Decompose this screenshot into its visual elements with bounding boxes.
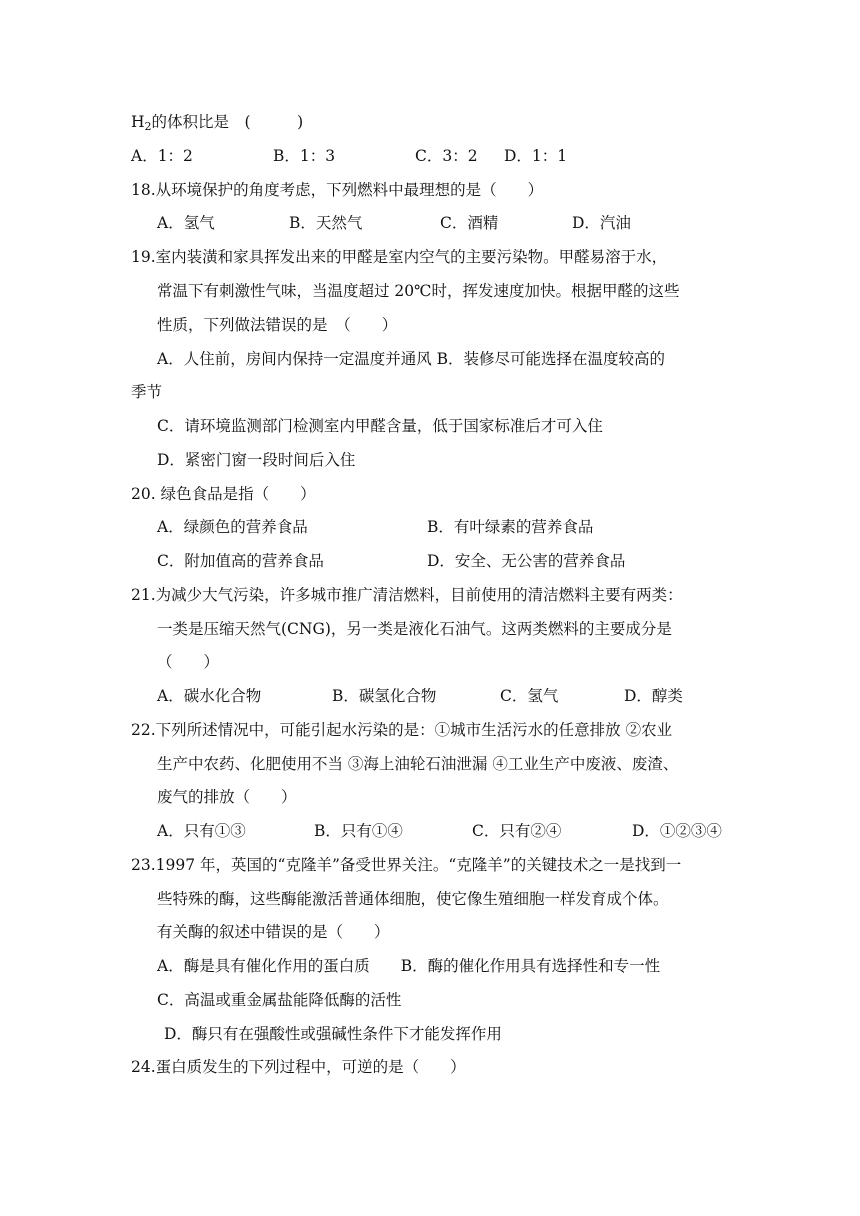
q21-option-a: A．碳水化合物 <box>157 687 262 705</box>
q23-stem-line-3: 有关酶的叙述中错误的是（ ） <box>157 923 390 941</box>
q22-stem-line-2: 生产中农药、化肥使用不当 ③海上油轮石油泄漏 ④工业生产中废液、废渣、 <box>157 755 679 773</box>
q20-option-d: D．安全、无公害的营养食品 <box>427 552 626 570</box>
q23-option-ab: A．酶是具有催化作用的蛋白质 B．酶的催化作用具有选择性和专一性 <box>157 957 661 975</box>
q18-option-b: B．天然气 <box>289 214 363 232</box>
q21-option-d: D．醇类 <box>624 687 683 705</box>
q21-option-b: B．碳氢化合物 <box>332 687 437 705</box>
q23-option-d: D．酶只有在强酸性或强碱性条件下才能发挥作用 <box>164 1025 502 1043</box>
q18-option-d: D．汽油 <box>572 214 631 232</box>
q20-option-c: C．附加值高的营养食品 <box>157 552 324 570</box>
q20-option-a: A．绿颜色的营养食品 <box>157 518 308 536</box>
q21-stem-line-1: 21.为减少大气污染，许多城市推广清洁燃料，目前使用的清洁燃料主要有两类： <box>131 586 683 604</box>
q19-option-ab: A．人住前，房间内保持一定温度并通风 B．装修尽可能选择在温度较高的 <box>157 350 666 368</box>
q24-stem: 24.蛋白质发生的下列过程中，可逆的是（ ） <box>131 1058 466 1076</box>
q19-option-d: D．紧密门窗一段时间后入住 <box>157 451 356 469</box>
q17-stem-rest: 的体积比是 ( ) <box>151 113 304 131</box>
q17-option-c: C．3：2 <box>415 147 478 165</box>
q19-option-b-continued: 季节 <box>131 383 163 401</box>
q21-stem-line-3: （ ） <box>157 653 220 671</box>
q23-option-c: C．高温或重金属盐能降低酶的活性 <box>157 991 402 1009</box>
q17-option-d: D．1：1 <box>504 147 568 165</box>
q17-stem-h: H <box>131 113 145 131</box>
q23-stem-line-2: 些特殊的酶，这些酶能激活普通体细胞，使它像生殖细胞一样发育成个体。 <box>157 890 669 908</box>
q20-option-b: B．有叶绿素的营养食品 <box>427 518 594 536</box>
q23-stem-line-1: 23.1997 年，英国的“克隆羊”备受世界关注。“克隆羊”的关键技术之一是找到一 <box>131 856 682 874</box>
q19-stem-line-3: 性质，下列做法错误的是 （ ） <box>157 316 398 334</box>
q22-stem-line-1: 22.下列所述情况中，可能引起水污染的是：①城市生活污水的任意排放 ②农业 <box>131 721 673 739</box>
q19-option-c: C．请环境监测部门检测室内甲醛含量，低于国家标准后才可入住 <box>157 417 603 435</box>
q22-option-c: C．只有②④ <box>472 822 562 840</box>
q18-option-c: C．酒精 <box>440 214 499 232</box>
q21-stem-line-2: 一类是压缩天然气(CNG)，另一类是液化石油气。这两类燃料的主要成分是 <box>157 620 672 638</box>
q22-option-b: B．只有①④ <box>314 822 403 840</box>
q19-stem-line-2: 常温下有刺激性气味，当温度超过 20℃时，挥发速度加快。根据甲醛的这些 <box>157 282 680 300</box>
q22-option-a: A．只有①③ <box>157 822 246 840</box>
q17-stem <box>131 112 303 137</box>
q18-stem: 18.从环境保护的角度考虑，下列燃料中最理想的是（ ） <box>131 181 544 199</box>
q22-option-d: D．①②③④ <box>632 822 722 840</box>
q19-stem-line-1: 19.室内装潢和家具挥发出来的甲醛是室内空气的主要污染物。甲醛易溶于水， <box>131 248 668 266</box>
q17-option-b: B．1：3 <box>273 147 336 165</box>
q18-option-a: A．氢气 <box>157 214 215 232</box>
q21-option-c: C．氢气 <box>500 687 559 705</box>
q20-stem: 20. 绿色食品是指（ ） <box>131 485 316 503</box>
q17-stem-sub: 2 <box>144 120 152 133</box>
q17-option-a: A．1：2 <box>131 147 193 165</box>
q22-stem-line-3: 废气的排放（ ） <box>157 788 297 806</box>
